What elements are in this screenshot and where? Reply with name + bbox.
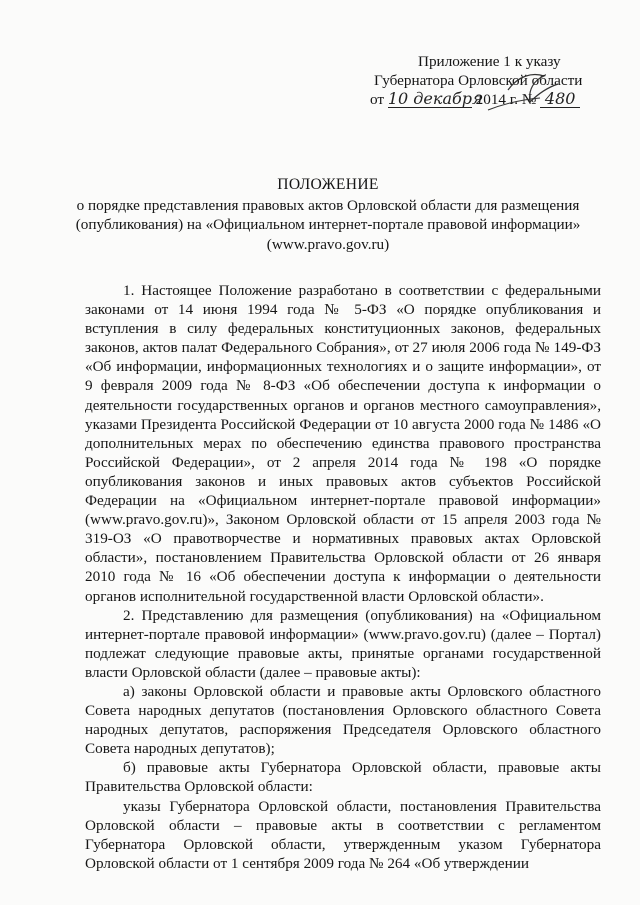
document-body	[85, 281, 601, 873]
signature-mark	[448, 66, 598, 116]
handwritten-date: 10 декабря	[387, 89, 483, 108]
paragraph-2a: а) законы Орловской области и правовые акты Орловского областного Совета народных депутатов (постановления Орловского областного Совета народных депутатов, распоряжения Председателя Орловского областного Совета народных депутатов);	[85, 682, 601, 758]
paragraph-2b-decrees: указы Губернатора Орловской области, постановления Правительства Орловской области – правовые акты в соответствии с регламентом Губернатора Орловской области, утвержденным указом Губернатора Орловской области от 1 сентября 2009 года № 264 «Об утверждении	[85, 797, 601, 872]
paragraph-2b: б) правовые акты Губернатора Орловской области, правовые акты Правительства Орловской области:	[85, 759, 601, 796]
decree-authority-line: Губернатора Орловской области	[374, 72, 583, 89]
document-title-block	[70, 175, 586, 254]
paragraph-2: 2. Представлению для размещения (опубликования) на «Официальном интернет-портале правовой информации» (www.pravo.gov.ru) (далее – Портал) подлежат следующие правовые акты, принятые органами государственной власти Орловской области (далее – правовые акты):	[85, 606, 601, 681]
document-subtitle: о порядке представления правовых актов Орловской области для размещения (опубликования) на «Официальном интернет-портале правовой информации» (www.pravo.gov.ru)	[75, 196, 581, 253]
appendix-line: Приложение 1 к указу	[418, 53, 561, 70]
handwritten-number: 480	[544, 89, 576, 108]
date-prefix: от	[370, 91, 385, 108]
paragraph-1: 1. Настоящее Положение разработано в соответствии с федеральными законами от 14 июня 1994 года № 5-ФЗ «О порядке опубликования и вступления в силу федеральных конституционных законов, федеральных законов, актов палат Федерального Собрания», от 27 июля 2006 года № 149-ФЗ «Об информации, информационных технологиях и о защите информации», от 9 февраля 2009 года № 8-ФЗ «Об обеспечении доступа к информации о деятельности государственных органов и органов местного самоуправления», указами Президента Российской Федерации от 10 августа 2000 года № 1486 «О дополнительных мерах по обеспечению единства правового пространства Российской Федерации», от 2 апреля 2014 года № 198 «О порядке опубликования законов и иных правовых актов субъектов Российской Федерации на «Официальном интернет-портале правовой информации» (www.pravo.gov.ru)», Законом Орловской области от 15 апреля 2003 года № 319-ОЗ «О правотворчестве и нормативных правовых актах Орловской области», постановлением Правительства Орловской области от 26 января 2010 года № 16 «Об обеспечении доступа к информации о деятельности органов исполнительной государственной власти Орловской области».	[85, 282, 601, 605]
document-heading: ПОЛОЖЕНИЕ	[277, 176, 379, 193]
year-and-number-label: 2014 г. №	[475, 91, 537, 108]
